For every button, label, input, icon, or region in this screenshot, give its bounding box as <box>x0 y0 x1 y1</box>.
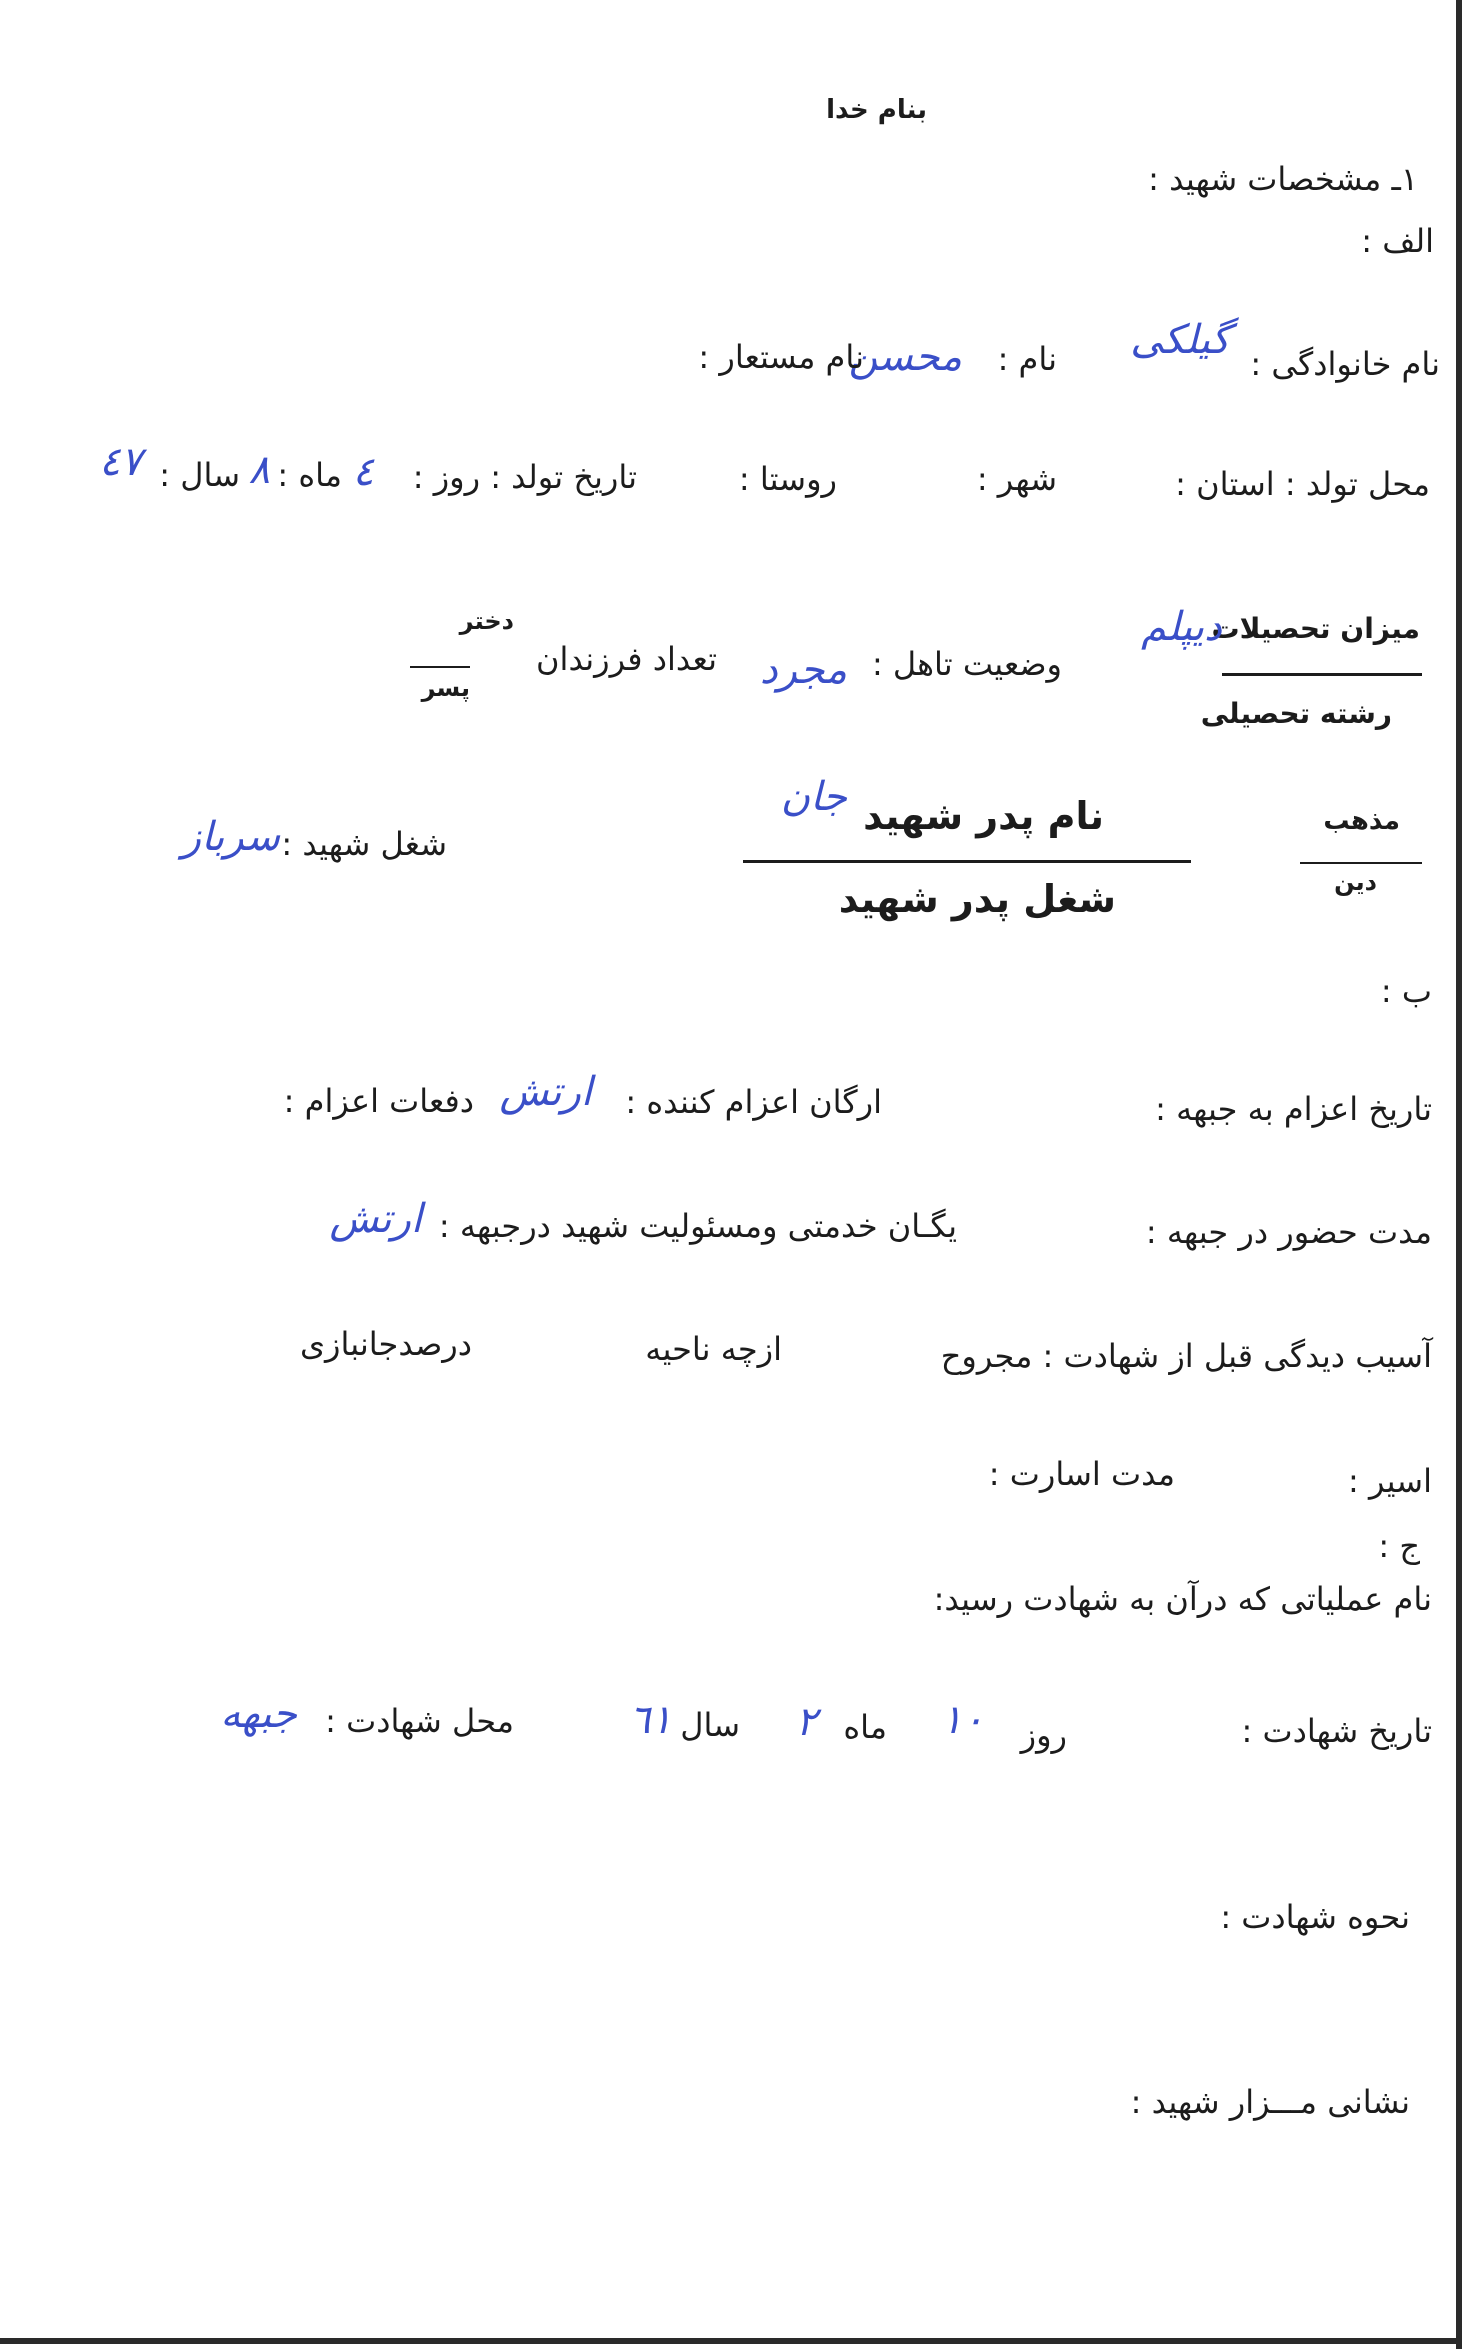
education-level-label: میزان تحصیلات <box>1211 612 1420 645</box>
birth-year-value: ٤٧ <box>99 439 142 485</box>
dispatch-org-label: ارگان اعزام کننده : <box>625 1083 882 1121</box>
martyr-job-value: سرباز <box>181 814 280 860</box>
family-name-value: گیلکی <box>1130 317 1230 363</box>
martyrdom-day-value: ۱۰ <box>941 1697 984 1743</box>
city-label: شهر : <box>976 460 1057 498</box>
operation-name-label: نام عملیاتی که درآن به شهادت رسید: <box>933 1580 1432 1618</box>
birth-month-value: ۸ <box>248 447 270 493</box>
unit-label: یگـان خدمتی ومسئولیت شهید درجبهه : <box>438 1207 957 1245</box>
religion-fraction-line <box>1300 862 1422 864</box>
bismillah-heading: بنام خدا <box>826 95 927 125</box>
martyrdom-date-label: تاریخ شهادت : <box>1241 1712 1432 1750</box>
alias-label: نام مستعار : <box>698 338 864 376</box>
dispatch-date-label: تاریخ اعزام به جبهه : <box>1155 1090 1432 1128</box>
disability-percent-label: درصدجانبازی <box>299 1325 472 1363</box>
village-label: روستا : <box>738 460 837 498</box>
birthplace-label: محل تولد : استان : <box>1175 465 1430 503</box>
marital-status-value: مجرد <box>759 647 847 693</box>
father-job-label: شغل پدر شهید <box>838 877 1116 921</box>
dispatch-count-label: دفعات اعزام : <box>283 1082 474 1120</box>
injury-area-label: ازچه ناحیه <box>645 1330 782 1368</box>
first-name-label: نام : <box>997 340 1057 378</box>
martyrdom-month-label: ماه <box>843 1708 887 1746</box>
part-b-label: ب : <box>1380 972 1432 1010</box>
injury-label: آسیب دیدگی قبل از شهادت : مجروح <box>940 1337 1432 1375</box>
birth-day-value: ٤ <box>352 449 374 495</box>
front-duration-label: مدت حضور در جبهه : <box>1145 1213 1432 1251</box>
page-border-right <box>1456 0 1462 2349</box>
dispatch-org-value: ارتش <box>499 1069 592 1115</box>
daughter-label: دختر <box>459 607 514 635</box>
martyrdom-manner-label: نحوه شهادت : <box>1220 1898 1410 1936</box>
education-level-value: دیپلم <box>1141 604 1222 650</box>
martyrdom-month-value: ۲ <box>795 1699 817 1745</box>
section-title: ۱ـ مشخصات شهید : <box>1148 160 1418 198</box>
pow-duration-label: مدت اسارت : <box>988 1455 1175 1493</box>
unit-value: ارتش <box>329 1196 422 1242</box>
part-c-label: ج : <box>1378 1527 1420 1565</box>
birth-month-label: ماه : <box>277 456 342 494</box>
birthdate-label: تاریخ تولد : روز : <box>412 458 637 496</box>
martyrdom-day-label: روز <box>1020 1716 1067 1754</box>
tomb-address-label: نشانی مـــزار شهید : <box>1130 2083 1410 2121</box>
marital-status-label: وضعیت تاهل : <box>871 645 1062 683</box>
field-of-study-label: رشته تحصیلی <box>1200 697 1392 730</box>
martyrdom-year-value: ٦١ <box>629 1697 672 1743</box>
part-a-label: الف : <box>1361 222 1434 260</box>
father-name-label: نام پدر شهید <box>863 794 1104 838</box>
martyrdom-place-label: محل شهادت : <box>325 1702 514 1740</box>
page-border-bottom <box>0 2338 1462 2344</box>
family-name-label: نام خانوادگی : <box>1250 345 1440 383</box>
religion-label: مذهب <box>1323 806 1400 836</box>
martyrdom-year-label: سال <box>680 1706 740 1744</box>
first-name-value: محسن <box>848 334 962 380</box>
children-fraction-line <box>410 666 470 668</box>
children-count-label: تعداد فرزندان <box>536 640 717 678</box>
father-fraction-line <box>743 860 1191 863</box>
birth-year-label: سال : <box>159 456 240 494</box>
faith-label: دین <box>1334 868 1377 896</box>
son-label: پسر <box>421 674 470 702</box>
pow-label: اسیر : <box>1348 1462 1432 1500</box>
father-name-value: جان <box>780 774 847 820</box>
martyrdom-place-value: جبهه <box>220 1691 297 1737</box>
martyr-job-label: شغل شهید : <box>281 825 447 863</box>
education-fraction-line <box>1222 673 1422 676</box>
